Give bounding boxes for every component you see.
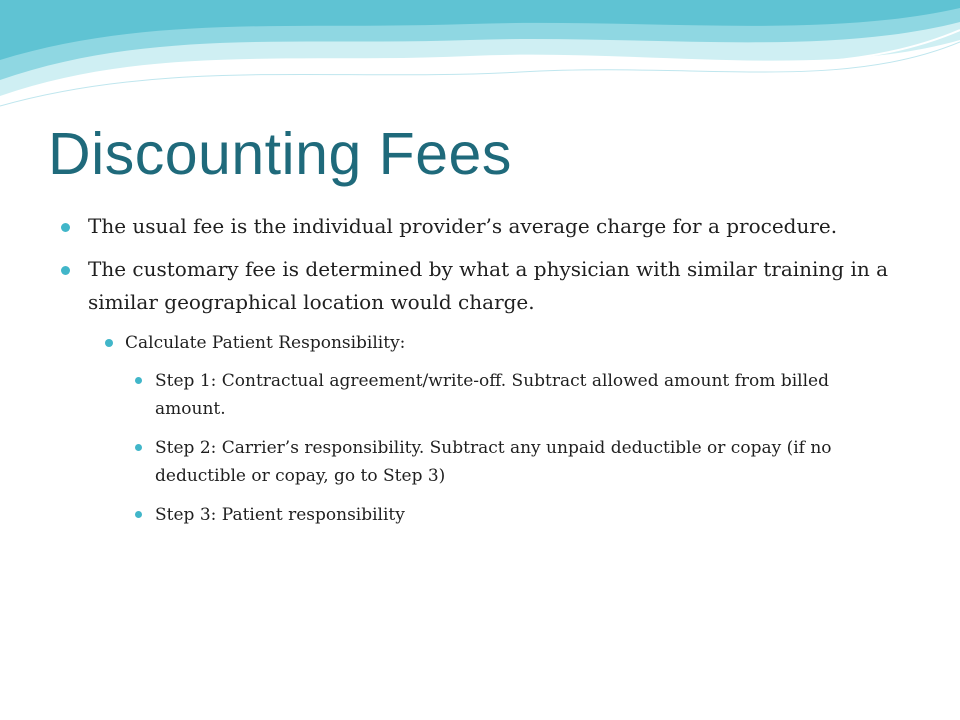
bullet-dot-icon (135, 377, 142, 384)
bullet-text: The customary fee is determined by what a physician with similar training in a similar geographical location would charge. (88, 257, 889, 314)
step-item-1 (60, 367, 890, 423)
slide-content (60, 210, 890, 540)
bullet-text: The usual fee is the individual provider’s average charge for a procedure. (88, 214, 838, 238)
bullet-dot-icon (61, 266, 70, 275)
bullet-dot-icon (135, 511, 142, 518)
bullet-dot-icon (105, 339, 113, 347)
step-item-2 (60, 434, 890, 490)
sub-bullet-text: Calculate Patient Responsibility: (125, 333, 406, 353)
sub-bullet-calculate-responsibility (60, 329, 890, 357)
bullet-dot-icon (135, 444, 142, 451)
step-text: Step 1: Contractual agreement/write-off. Subtract allowed amount from billed amount. (155, 371, 829, 419)
bullet-dot-icon (61, 223, 70, 232)
bullet-item-customary-fee (60, 253, 890, 319)
slide-title: Discounting Fees (48, 121, 512, 187)
bullet-item-usual-fee (60, 210, 890, 243)
header-wave-decoration (0, 0, 960, 120)
step-text: Step 3: Patient responsibility (155, 505, 405, 525)
step-text: Step 2: Carrier’s responsibility. Subtract any unpaid deductible or copay (if no deductible or copay, go to Step 3) (155, 438, 832, 486)
step-item-3 (60, 501, 890, 529)
